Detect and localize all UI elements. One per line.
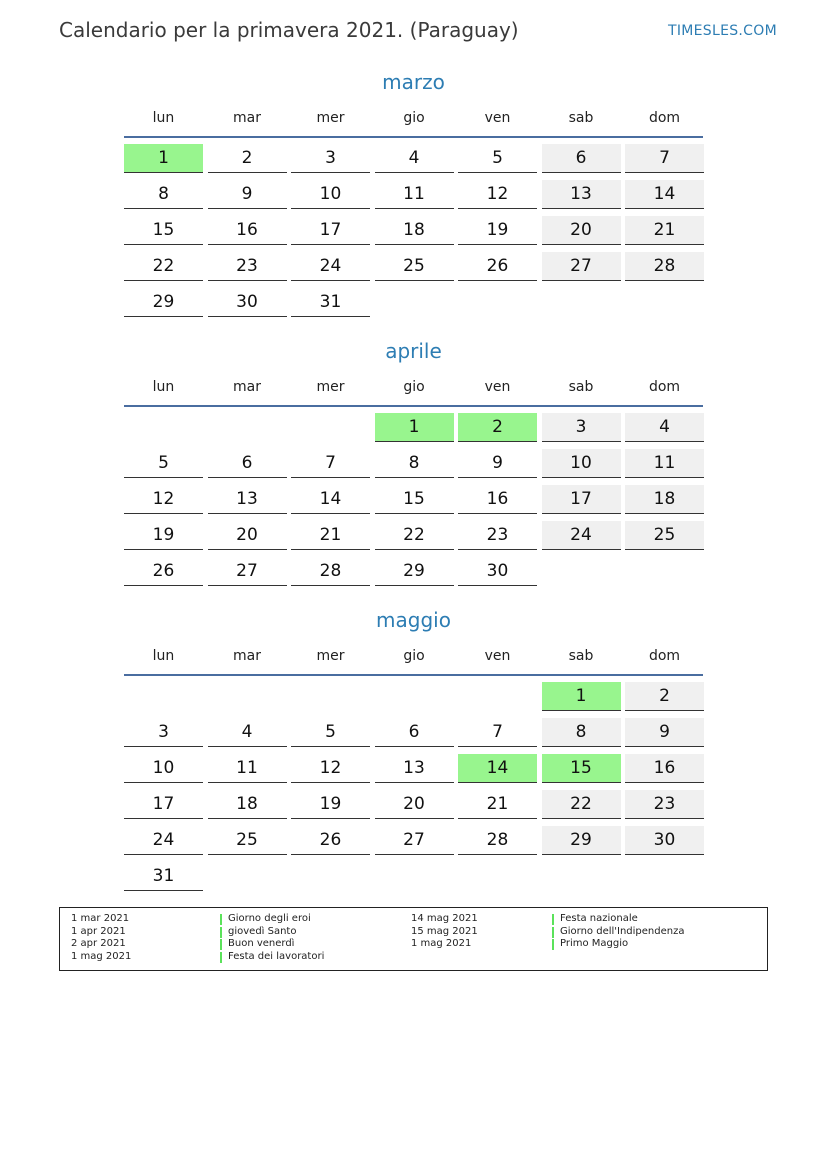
weekday-gio: gio <box>403 110 425 126</box>
legend-date: 1 mag 2021 <box>411 938 472 950</box>
weekday-mar: mar <box>233 379 261 395</box>
day-cell: 19 <box>291 790 370 819</box>
day-cell: 2 <box>208 144 287 173</box>
weekday-gio: gio <box>403 648 425 664</box>
day-cell: 25 <box>375 252 454 281</box>
day-cell: 9 <box>625 718 704 747</box>
day-cell: 16 <box>208 216 287 245</box>
weekday-mer: mer <box>316 648 345 664</box>
legend-color-marker <box>220 952 222 963</box>
day-cell: 25 <box>208 826 287 855</box>
day-cell: 14 <box>625 180 704 209</box>
day-cell: 26 <box>291 826 370 855</box>
legend-holiday-name: Festa nazionale <box>560 913 638 924</box>
day-cell: 27 <box>375 826 454 855</box>
day-cell: 8 <box>124 180 203 209</box>
day-cell: 15 <box>542 754 621 783</box>
weekday-dom: dom <box>648 379 681 395</box>
day-cell: 6 <box>375 718 454 747</box>
holiday-legend <box>59 907 768 971</box>
day-cell: 4 <box>625 413 704 442</box>
legend-date: 15 mag 2021 <box>411 925 478 937</box>
site-link[interactable]: TIMESLES.COM <box>668 23 777 39</box>
day-cell: 5 <box>124 449 203 478</box>
day-cell: 22 <box>375 521 454 550</box>
day-cell: 24 <box>542 521 621 550</box>
day-cell: 1 <box>542 682 621 711</box>
legend-color-marker <box>552 914 554 925</box>
weekday-mar: mar <box>233 648 261 664</box>
legend-date: 14 mag 2021 <box>411 913 478 924</box>
page-title: Calendario per la primavera 2021. (Paraguay) <box>59 18 519 42</box>
day-cell: 10 <box>291 180 370 209</box>
day-cell: 16 <box>625 754 704 783</box>
day-cell: 26 <box>124 557 203 586</box>
day-cell: 31 <box>291 288 370 317</box>
weekday-mar: mar <box>233 110 261 126</box>
day-cell: 20 <box>208 521 287 550</box>
day-cell: 11 <box>375 180 454 209</box>
day-cell: 7 <box>625 144 704 173</box>
day-cell: 28 <box>291 557 370 586</box>
legend-date: 1 mar 2021 <box>71 913 130 924</box>
header-divider <box>124 405 703 407</box>
legend-color-marker <box>220 939 222 950</box>
day-cell: 17 <box>542 485 621 514</box>
day-cell: 14 <box>458 754 537 783</box>
day-cell: 1 <box>124 144 203 173</box>
weekday-dom: dom <box>648 648 681 664</box>
day-cell: 18 <box>625 485 704 514</box>
day-cell: 17 <box>124 790 203 819</box>
day-cell: 29 <box>124 288 203 317</box>
weekday-mer: mer <box>316 110 345 126</box>
day-cell: 11 <box>625 449 704 478</box>
weekday-lun: lun <box>152 110 175 126</box>
day-cell: 22 <box>542 790 621 819</box>
day-cell: 16 <box>458 485 537 514</box>
day-cell: 23 <box>625 790 704 819</box>
legend-holiday-name: Giorno dell'Indipendenza <box>560 925 685 937</box>
day-cell: 5 <box>458 144 537 173</box>
weekday-ven: ven <box>484 379 511 395</box>
day-cell: 4 <box>208 718 287 747</box>
day-cell: 7 <box>458 718 537 747</box>
day-cell: 30 <box>625 826 704 855</box>
day-cell: 28 <box>625 252 704 281</box>
legend-holiday-name: giovedì Santo <box>228 925 297 937</box>
legend-date: 1 apr 2021 <box>71 925 126 937</box>
day-cell: 11 <box>208 754 287 783</box>
day-cell: 21 <box>458 790 537 819</box>
legend-color-marker <box>220 914 222 925</box>
day-cell: 10 <box>542 449 621 478</box>
day-cell: 6 <box>542 144 621 173</box>
day-cell: 15 <box>124 216 203 245</box>
legend-color-marker <box>552 927 554 938</box>
legend-holiday-name: Giorno degli eroi <box>228 913 311 924</box>
day-cell: 20 <box>375 790 454 819</box>
day-cell: 13 <box>375 754 454 783</box>
weekday-gio: gio <box>403 379 425 395</box>
weekday-sab: sab <box>568 110 594 126</box>
header-divider <box>124 136 703 138</box>
day-cell: 23 <box>458 521 537 550</box>
day-cell: 26 <box>458 252 537 281</box>
day-cell: 3 <box>291 144 370 173</box>
day-cell: 13 <box>208 485 287 514</box>
day-cell: 2 <box>458 413 537 442</box>
day-cell: 31 <box>124 862 203 891</box>
day-cell: 4 <box>375 144 454 173</box>
day-cell: 12 <box>124 485 203 514</box>
legend-color-marker <box>552 939 554 950</box>
weekday-sab: sab <box>568 379 594 395</box>
day-cell: 13 <box>542 180 621 209</box>
weekday-lun: lun <box>152 379 175 395</box>
day-cell: 8 <box>542 718 621 747</box>
day-cell: 29 <box>542 826 621 855</box>
day-cell: 17 <box>291 216 370 245</box>
weekday-sab: sab <box>568 648 594 664</box>
legend-color-marker <box>220 927 222 938</box>
day-cell: 27 <box>208 557 287 586</box>
day-cell: 19 <box>124 521 203 550</box>
day-cell: 28 <box>458 826 537 855</box>
day-cell: 18 <box>208 790 287 819</box>
day-cell: 24 <box>291 252 370 281</box>
day-cell: 2 <box>625 682 704 711</box>
day-cell: 25 <box>625 521 704 550</box>
legend-holiday-name: Buon venerdì <box>228 938 295 950</box>
day-cell: 1 <box>375 413 454 442</box>
month-title: maggio <box>376 608 451 632</box>
weekday-lun: lun <box>152 648 175 664</box>
day-cell: 23 <box>208 252 287 281</box>
day-cell: 21 <box>625 216 704 245</box>
day-cell: 9 <box>208 180 287 209</box>
day-cell: 21 <box>291 521 370 550</box>
day-cell: 22 <box>124 252 203 281</box>
day-cell: 24 <box>124 826 203 855</box>
day-cell: 30 <box>458 557 537 586</box>
weekday-ven: ven <box>484 110 511 126</box>
day-cell: 12 <box>458 180 537 209</box>
legend-holiday-name: Primo Maggio <box>560 938 629 950</box>
month-title: marzo <box>382 70 445 94</box>
weekday-ven: ven <box>484 648 511 664</box>
legend-date: 2 apr 2021 <box>71 938 126 950</box>
day-cell: 15 <box>375 485 454 514</box>
day-cell: 14 <box>291 485 370 514</box>
day-cell: 3 <box>124 718 203 747</box>
day-cell: 18 <box>375 216 454 245</box>
weekday-dom: dom <box>648 110 681 126</box>
day-cell: 8 <box>375 449 454 478</box>
weekday-mer: mer <box>316 379 345 395</box>
day-cell: 5 <box>291 718 370 747</box>
legend-holiday-name: Festa dei lavoratori <box>228 951 325 963</box>
day-cell: 9 <box>458 449 537 478</box>
header-divider <box>124 674 703 676</box>
day-cell: 30 <box>208 288 287 317</box>
day-cell: 19 <box>458 216 537 245</box>
day-cell: 6 <box>208 449 287 478</box>
day-cell: 27 <box>542 252 621 281</box>
day-cell: 7 <box>291 449 370 478</box>
legend-date: 1 mag 2021 <box>71 951 132 963</box>
day-cell: 20 <box>542 216 621 245</box>
day-cell: 10 <box>124 754 203 783</box>
day-cell: 29 <box>375 557 454 586</box>
day-cell: 12 <box>291 754 370 783</box>
month-title: aprile <box>385 339 442 363</box>
day-cell: 3 <box>542 413 621 442</box>
